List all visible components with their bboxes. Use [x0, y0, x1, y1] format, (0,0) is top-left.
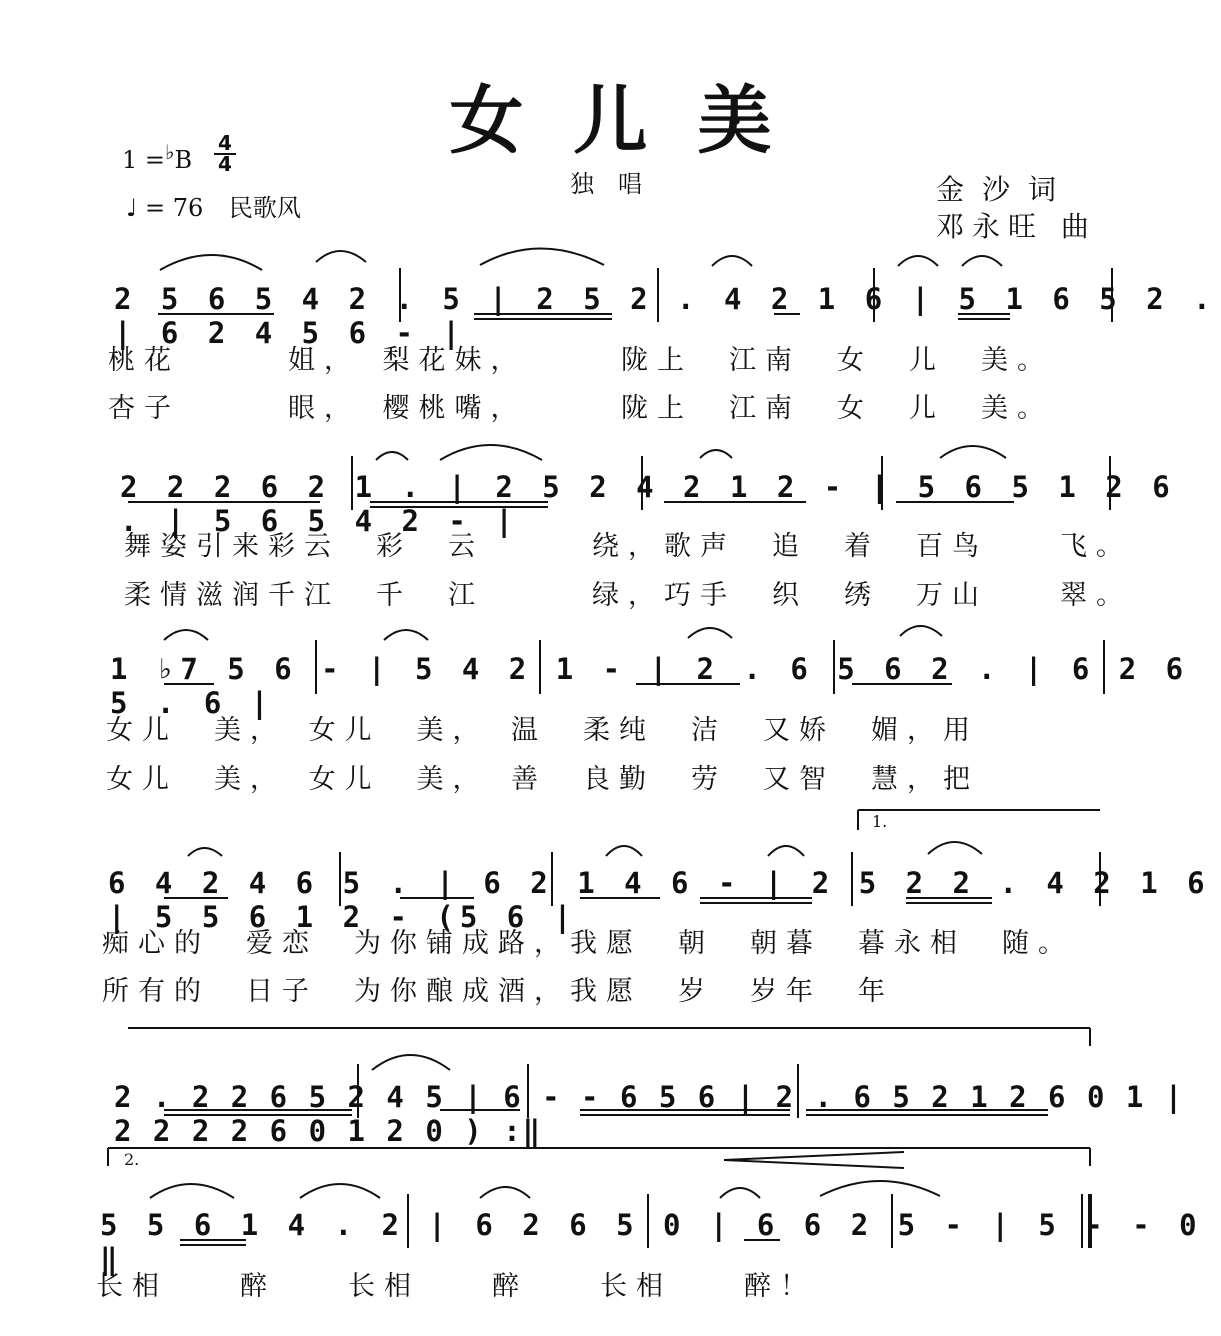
lyrics-row-1-verse-1: 桃花 姐， 梨花妹， 陇上 江南 女 儿 美。 — [108, 345, 1053, 376]
slur — [768, 846, 804, 856]
slur — [440, 445, 542, 460]
slur — [164, 630, 208, 640]
slur — [480, 1187, 530, 1198]
slur — [712, 256, 752, 266]
slur — [160, 255, 262, 270]
notation-row-2: 2 2 2 6 2 1 . | 2 5 2 4 2 1 2 - | 5 6 5 1 2 6 . | 5 6 5 4 2 - | — [120, 470, 1176, 538]
composer-credit: 邓永旺 曲 — [936, 210, 1097, 243]
lyricist-credit: 金沙词 — [936, 173, 1075, 206]
notation-row-6: 5 5 6 1 4 . 2 | 6 2 6 5 0 | 6 6 2 5 - | 5 - - 0 ‖ — [100, 1208, 1203, 1276]
song-title: 女儿美 — [449, 78, 822, 164]
slur — [700, 450, 732, 458]
slur — [372, 1055, 450, 1070]
lyrics-row-2-verse-2: 柔情滋润千江 千 江 绿，巧手 织 绣 万山 翠。 — [124, 580, 1132, 611]
lyrics-row-4-verse-2: 所有的 日子 为你酿成酒，我愿 岁 岁年 年 — [102, 976, 894, 1007]
lyrics-row-2-verse-1: 舞姿引来彩云 彩 云 绕，歌声 追 着 百鸟 飞。 — [124, 531, 1132, 562]
slur — [188, 848, 222, 856]
slur — [900, 626, 942, 636]
lyrics-row-6: 长相 醉 长相 醉 长相 醉！ — [96, 1271, 816, 1302]
lyrics-row-3-verse-1: 女儿 美， 女儿 美， 温 柔纯 洁 又娇 媚，用 — [106, 715, 979, 746]
lyrics-row-4-verse-1: 痴心的 爱恋 为你铺成路，我愿 朝 朝暮 暮永相 随。 — [102, 928, 1074, 959]
second-ending-label: 2. — [124, 1150, 140, 1169]
notation-row-1: 2 5 6 5 4 2 . 5 | 2 5 2 . 4 2 1 6 | 5 1 6 5 2 . | 6 2 4 5 6 - | — [114, 282, 1217, 350]
slur — [384, 630, 428, 640]
performance-type: 独唱 — [570, 170, 666, 198]
slur — [962, 256, 1002, 266]
time-signature-bottom: 4 — [218, 152, 232, 176]
lyrics-row-3-verse-2: 女儿 美， 女儿 美， 善 良勤 劳 又智 慧，把 — [106, 764, 979, 795]
quarter-note-icon: ♩ — [126, 194, 138, 222]
slur — [688, 628, 732, 638]
slur — [720, 1188, 760, 1198]
key-letter: B — [174, 146, 193, 174]
slur — [898, 256, 938, 266]
key-prefix: 1 = — [122, 146, 166, 174]
slur — [606, 846, 642, 856]
slur — [820, 1181, 940, 1196]
slur — [480, 249, 604, 266]
flat-symbol: ♭ — [165, 140, 175, 164]
notation-row-4: 6 4 2 4 6 5 . | 6 2 1 4 6 - | 2 5 2 2 . 4 2 1 6 | 5 5 6 1 2 - (5 6 | — [108, 866, 1211, 934]
slur — [150, 1184, 234, 1198]
tempo-value: = 76 — [144, 194, 204, 222]
slur — [940, 446, 1006, 458]
style-label: 民歌风 — [228, 194, 301, 222]
slur — [300, 1184, 380, 1198]
notation-row-3: 1 ♭7 5 6 - | 5 4 2 1 - | 2 . 6 5 6 2 . | 6 2 6 5 . 6 | — [110, 652, 1190, 720]
first-ending-label: 1. — [872, 812, 888, 831]
time-signature-top: 4 — [214, 134, 236, 155]
notation-row-5-interlude: 2 . 2 2 6 5 2 4 5 | 6 - - 6 5 6 | 2 . 6 5 2 1 2 6 0 1 | 2 2 2 2 6 0 1 2 0 ) :‖ — [114, 1080, 1185, 1148]
slur — [928, 842, 982, 854]
slur — [376, 452, 408, 460]
slur — [316, 251, 366, 262]
lyrics-row-1-verse-2: 杏子 眼， 樱桃嘴， 陇上 江南 女 儿 美。 — [108, 393, 1053, 424]
